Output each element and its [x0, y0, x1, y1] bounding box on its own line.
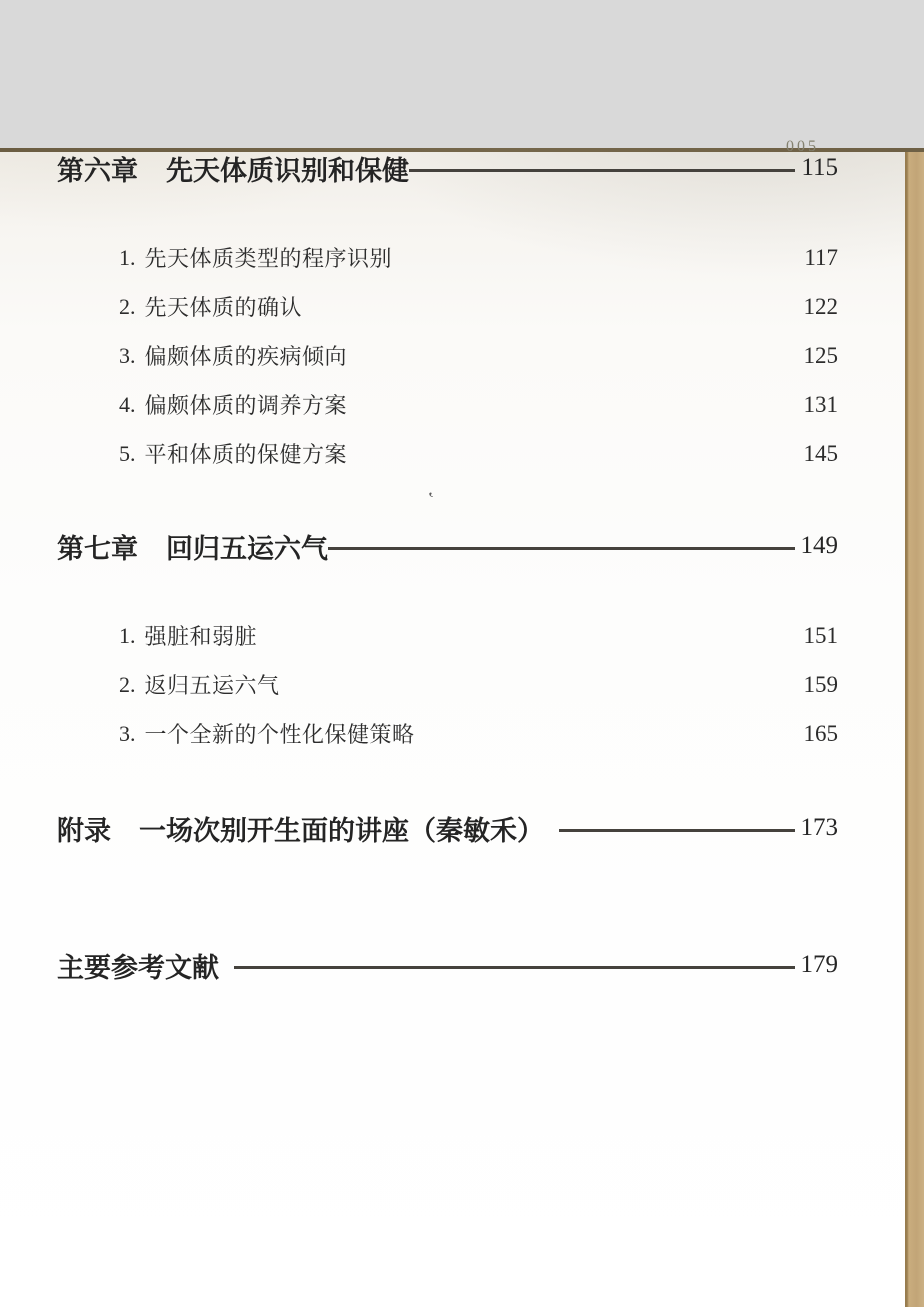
- entry-title: 强脏和弱脏: [144, 624, 258, 649]
- chapter-6-label: 第六章: [57, 155, 138, 186]
- chapter-6-page-number: 115: [801, 154, 838, 181]
- entry-title: 平和体质的保健方案: [144, 442, 348, 467]
- chapter-6-title: 先天体质识别和保健: [166, 155, 409, 186]
- entry-page: 151: [803, 622, 838, 648]
- toc-entry: [57, 709, 838, 758]
- entry-title: 返归五运六气: [144, 673, 280, 698]
- toc-entry: [57, 282, 838, 331]
- entry-title: 偏颇体质的疾病倾向: [144, 344, 348, 369]
- entry-page: 159: [803, 671, 838, 697]
- leader-line: [559, 829, 795, 832]
- partial-page-number: 005: [786, 138, 819, 155]
- toc-entry: [57, 331, 838, 380]
- appendix-title: 一场次别开生面的讲座（秦敏禾）: [139, 815, 544, 846]
- scan-artifact-mark: ‛: [426, 488, 438, 511]
- page-right-edge: [905, 148, 924, 1307]
- entry-page: 145: [803, 440, 838, 466]
- entry-page: 165: [803, 720, 838, 746]
- toc-entry: [57, 380, 838, 429]
- chapter-6-items: [57, 233, 838, 478]
- entry-number: 3.: [119, 342, 136, 368]
- chapter-7-title: 回归五运六气: [166, 533, 328, 564]
- entry-page: 125: [803, 342, 838, 368]
- entry-title: 先天体质类型的程序识别: [144, 246, 393, 271]
- chapter-7-items: [57, 611, 838, 758]
- entry-title: 偏颇体质的调养方案: [144, 393, 348, 418]
- toc-entry: [57, 429, 838, 478]
- toc-entry: [57, 611, 838, 660]
- toc-content: [0, 148, 924, 985]
- entry-number: 1.: [119, 244, 136, 270]
- toc-entry: [57, 233, 838, 282]
- entry-number: 5.: [119, 440, 136, 466]
- entry-number: 3.: [119, 720, 136, 746]
- chapter-7-page-number: 149: [800, 532, 838, 559]
- leader-line: [409, 169, 795, 172]
- entry-title: 一个全新的个性化保健策略: [144, 722, 415, 747]
- entry-number: 1.: [119, 622, 136, 648]
- appendix-row: [57, 808, 838, 848]
- entry-page: 122: [803, 293, 838, 319]
- leader-line: [328, 547, 795, 550]
- entry-number: 2.: [119, 671, 136, 697]
- entry-number: 2.: [119, 293, 136, 319]
- leader-line: [234, 966, 795, 969]
- scanned-toc-page: [0, 138, 924, 1307]
- references-row: [57, 945, 838, 985]
- entry-title: 先天体质的确认: [144, 295, 303, 320]
- entry-page: 131: [803, 391, 838, 417]
- chapter-7-label: 第七章: [57, 533, 138, 564]
- entry-number: 4.: [119, 391, 136, 417]
- chapter-7-row: [57, 526, 838, 566]
- references-page-number: 179: [800, 951, 838, 978]
- entry-page: 117: [804, 244, 838, 270]
- appendix-label: 附录: [57, 815, 111, 846]
- chapter-6-row: [57, 148, 838, 188]
- references-label: 主要参考文献: [57, 952, 219, 983]
- appendix-page-number: 173: [800, 814, 838, 841]
- toc-entry: [57, 660, 838, 709]
